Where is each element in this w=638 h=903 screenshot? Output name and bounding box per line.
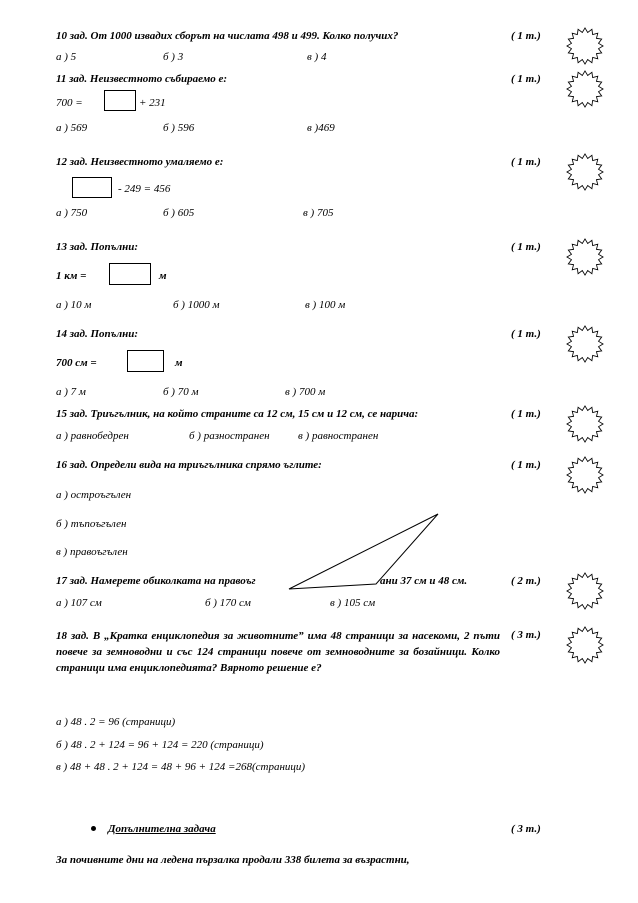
q11-option-b[interactable]: б ) 596 — [163, 122, 195, 134]
q18-option-a[interactable]: а ) 48 . 2 = 96 (страници) — [56, 716, 176, 728]
score-star-icon — [566, 325, 604, 363]
q11-option-a[interactable]: а ) 569 — [56, 122, 88, 134]
q16-points: ( 1 т.) — [511, 459, 541, 471]
q14-points: ( 1 т.) — [511, 328, 541, 340]
score-star-icon — [566, 405, 604, 443]
q16-option-b[interactable]: б ) тъпоъгълен — [56, 518, 127, 530]
q17-option-c[interactable]: в ) 105 см — [330, 597, 376, 609]
q12-option-a[interactable]: а ) 750 — [56, 207, 88, 219]
q12-equation-right: - 249 = 456 — [118, 183, 171, 195]
q12-option-b[interactable]: б ) 605 — [163, 207, 195, 219]
q15-option-b[interactable]: б ) разностранен — [189, 430, 270, 442]
q18-text: 18 зад. В „Кратка енциклопедия за животните” има 48 страници за насекоми, 2 пъти повече за земноводни и със 124 страници повече от земноводните за бозайници. Колко страници има енциклопедията? Вярното решение е? — [56, 630, 500, 674]
bullet-icon — [91, 826, 96, 831]
q10-option-a[interactable]: а ) 5 — [56, 51, 77, 63]
q14-equation-right: м — [175, 357, 183, 369]
q15-option-a[interactable]: а ) равнобедрен — [56, 430, 129, 442]
q16-title: 16 зад. Определи вида на триъгълника спрямо ъглите: — [56, 459, 322, 471]
q12-option-c[interactable]: в ) 705 — [303, 207, 334, 219]
q10-option-b[interactable]: б ) 3 — [163, 51, 184, 63]
score-star-icon — [566, 70, 604, 108]
q14-option-a[interactable]: а ) 7 м — [56, 386, 86, 398]
q14-title: 14 зад. Попълни: — [56, 328, 139, 340]
score-star-icon — [566, 153, 604, 191]
q18-option-c[interactable]: в ) 48 + 48 . 2 + 124 = 48 + 96 + 124 =268(страници) — [56, 761, 306, 773]
q13-equation-right: м — [159, 270, 167, 282]
score-star-icon — [566, 456, 604, 494]
q16-option-a[interactable]: а ) остроъгълен — [56, 489, 132, 501]
q14-option-b[interactable]: б ) 70 м — [163, 386, 199, 398]
score-star-icon — [566, 238, 604, 276]
q17-title-left: 17 зад. Намерете обиколката на правоъг — [56, 575, 256, 587]
q17-title-right: ани 37 см и 48 см. — [380, 575, 468, 587]
q10-option-c[interactable]: в ) 4 — [307, 51, 327, 63]
score-star-icon — [566, 626, 604, 664]
q14-equation-left: 700 см = — [56, 357, 97, 369]
q17-option-b[interactable]: б ) 170 см — [205, 597, 251, 609]
q13-option-b[interactable]: б ) 1000 м — [173, 299, 220, 311]
q15-option-c[interactable]: в ) равностранен — [298, 430, 379, 442]
score-star-icon — [566, 27, 604, 65]
q13-title: 13 зад. Попълни: — [56, 241, 139, 253]
q13-option-c[interactable]: в ) 100 м — [305, 299, 346, 311]
q11-title: 11 зад. Неизвестното събираемо е: — [56, 73, 228, 85]
q13-equation-left: 1 км = — [56, 270, 87, 282]
q11-equation-right: + 231 — [139, 97, 166, 109]
q16-option-c[interactable]: в ) правоъгълен — [56, 546, 128, 558]
q12-points: ( 1 т.) — [511, 156, 541, 168]
q10-points: ( 1 т.) — [511, 30, 541, 42]
extra-task-title: Допълнителна задача — [108, 823, 216, 835]
q14-option-c[interactable]: в ) 700 м — [285, 386, 326, 398]
q15-title: 15 зад. Триъгълник, на който страните са 12 см, 15 см и 12 см, се нарича: — [56, 408, 419, 420]
score-star-icon — [566, 572, 604, 610]
q13-option-a[interactable]: а ) 10 м — [56, 299, 92, 311]
q15-points: ( 1 т.) — [511, 408, 541, 420]
q11-equation-left: 700 = — [56, 97, 83, 109]
q17-option-a[interactable]: а ) 107 см — [56, 597, 102, 609]
q12-title: 12 зад. Неизвестното умаляемо е: — [56, 156, 224, 168]
q18-points: ( 3 т.) — [511, 629, 541, 641]
extra-task-text: За почивните дни на ледена пързалка продали 338 билета за възрастни, — [56, 854, 410, 866]
q17-points: ( 2 т.) — [511, 575, 541, 587]
extra-task-points: ( 3 т.) — [511, 823, 541, 835]
q18-option-b[interactable]: б ) 48 . 2 + 124 = 96 + 124 = 220 (страници) — [56, 739, 264, 751]
q10-title: 10 зад. От 1000 извадих сборът на числата 498 и 499. Колко получих? — [56, 30, 399, 42]
q11-option-c[interactable]: в )469 — [307, 122, 335, 134]
q13-points: ( 1 т.) — [511, 241, 541, 253]
q11-points: ( 1 т.) — [511, 73, 541, 85]
